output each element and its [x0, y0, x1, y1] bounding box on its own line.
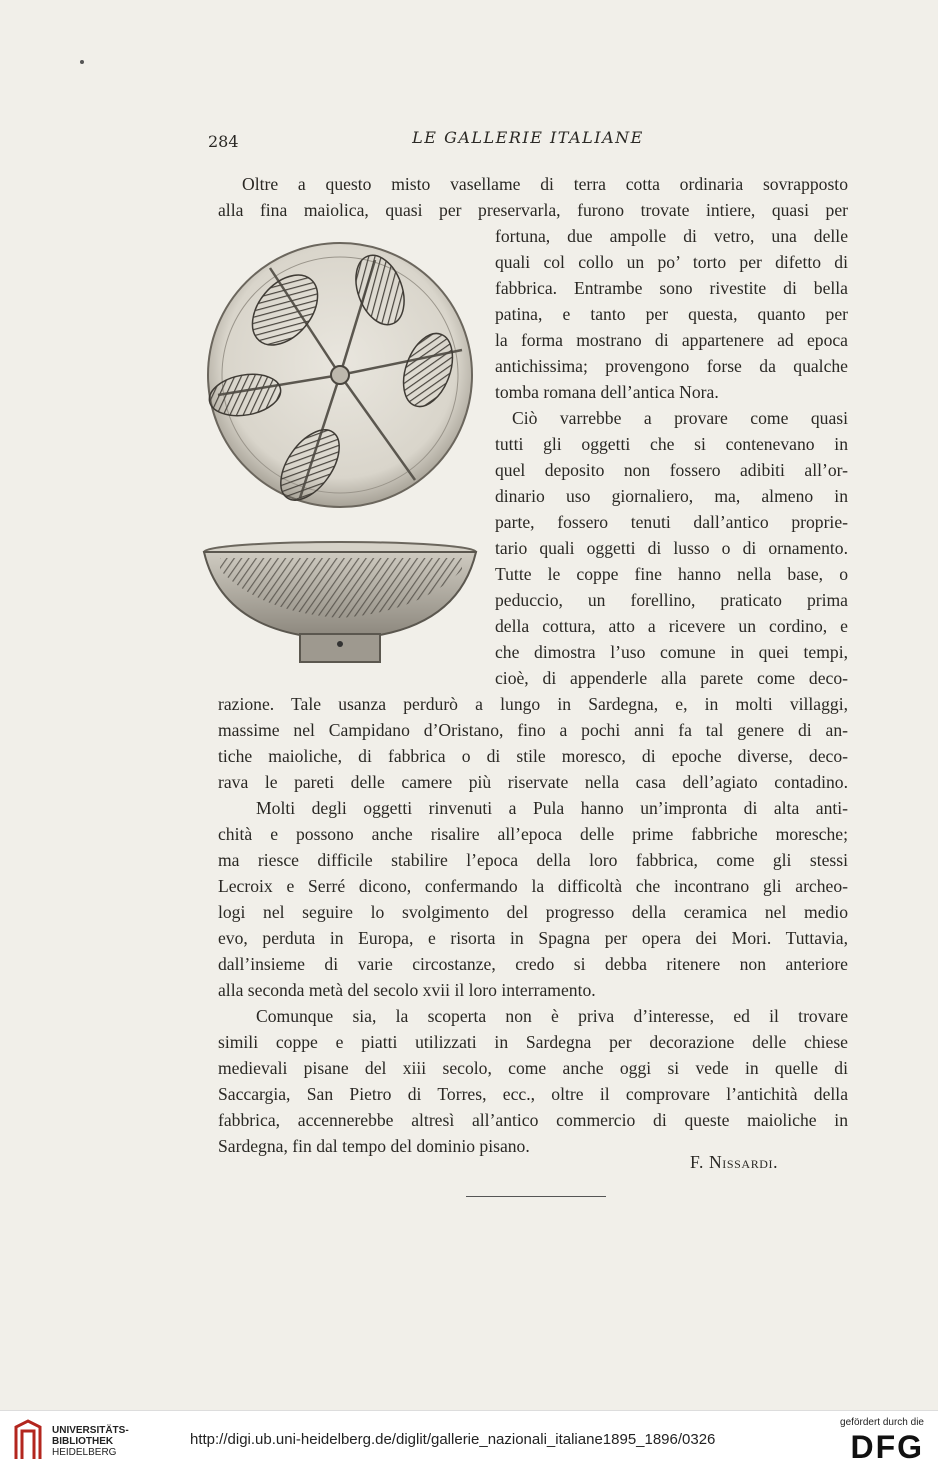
text-line: dall’insieme di varie circostanze, credo si debba ritenere non anteriore	[218, 954, 848, 974]
text-line: massime nel Campidano d’Oristano, fino a pochi anni fa tal genere di an-	[218, 720, 848, 740]
text-line: parte, fossero tenuti dall’antico proprie-	[495, 512, 848, 532]
running-title: LE GALLERIE ITALIANE	[412, 128, 644, 147]
funding-notice[interactable]	[814, 1417, 924, 1464]
running-head	[208, 128, 848, 154]
text-line: logi nel seguire lo svolgimento del progresso della ceramica nel medio	[218, 902, 848, 922]
text-line: evo, perduta in Europa, e risorta in Spagna per opera dei Mori. Tuttavia,	[218, 928, 848, 948]
text-line: dinario uso giornaliero, ma, almeno in	[495, 486, 848, 506]
library-logo-icon[interactable]	[12, 1419, 44, 1463]
text-line: tutti gli oggetti che si contenevano in	[495, 434, 848, 454]
scan-speck	[80, 60, 84, 64]
author-signature: F. Nissardi.	[690, 1152, 779, 1172]
text-line: chità e possono anche risalire all’epoca delle prime fabbriche moresche;	[218, 824, 848, 844]
page-number: 284	[208, 132, 239, 151]
funding-text: gefördert durch die	[840, 1417, 924, 1428]
library-name[interactable]	[52, 1425, 129, 1458]
text-line: ma riesce difficile stabilire l’epoca della loro fabbrica, come gli stessi	[218, 850, 848, 870]
library-name-line2: BIBLIOTHEK	[52, 1436, 114, 1447]
text-line: la forma mostrano di appartenere ad epoca	[495, 330, 848, 350]
text-line: peduccio, un forellino, praticato prima	[495, 590, 848, 610]
text-line: razione. Tale usanza perdurò a lungo in Sardegna, e, in molti villaggi,	[218, 694, 848, 714]
library-name-line3: HEIDELBERG	[52, 1447, 117, 1458]
text-line: Lecroix e Serré dicono, confermando la difficoltà che incontrano gli archeo-	[218, 876, 848, 896]
permalink-url[interactable]: http://digi.ub.uni-heidelberg.de/diglit/gallerie_nazionali_italiane1895_1896/0326	[190, 1431, 716, 1448]
text-line: fortuna, due ampolle di vetro, una delle	[495, 226, 848, 246]
library-name-line1: UNIVERSITÄTS-	[52, 1425, 129, 1436]
text-line: tomba romana dell’antica Nora.	[495, 382, 719, 402]
text-line: fabbrica, accennerebbe altresì all’antico commercio di queste maioliche in	[218, 1110, 848, 1130]
text-line: Molti degli oggetti rinvenuti a Pula hanno un’impronta di alta anti-	[256, 798, 848, 818]
text-line: Sardegna, fin dal tempo del dominio pisano.	[218, 1136, 530, 1156]
text-line: alla fina maiolica, quasi per preservarla, furono trovate intiere, quasi per	[218, 200, 848, 220]
text-line: patina, e tanto per questa, quanto per	[495, 304, 848, 324]
bowl-side-view	[204, 542, 476, 662]
dfg-logo: DFG	[850, 1429, 924, 1465]
text-line: che dimostra l’uso comune in quei tempi,	[495, 642, 848, 662]
bowl-top-view	[206, 243, 472, 510]
text-line: Saccargia, San Pietro di Torres, ecc., oltre il comprovare l’antichità della	[218, 1084, 848, 1104]
text-line: cioè, di appenderle alla parete come deco-	[495, 668, 848, 688]
bowl-illustration	[200, 240, 480, 670]
text-line: rava le pareti delle camere più riservate nella casa dell’agiato contadino.	[218, 772, 848, 792]
text-line: quel deposito non fossero adibiti all’or-	[495, 460, 848, 480]
text-line: tario quali oggetti di lusso o di ornamento.	[495, 538, 848, 558]
text-line: Tutte le coppe fine hanno nella base, o	[495, 564, 848, 584]
text-line: Comunque sia, la scoperta non è priva d’interesse, ed il trovare	[256, 1006, 848, 1026]
text-line: della cottura, atto a ricevere un cordino, e	[495, 616, 848, 636]
text-line: alla seconda metà del secolo xvii il loro interramento.	[218, 980, 596, 1000]
text-line: quali col collo un po’ torto per difetto di	[495, 252, 848, 272]
text-line: medievali pisane del xiii secolo, come anche oggi si vede in quelle di	[218, 1058, 848, 1078]
text-line: fabbrica. Entrambe sono rivestite di bella	[495, 278, 848, 298]
text-line: antichissima; provengono forse da qualche	[495, 356, 848, 376]
text-line: Ciò varrebbe a provare come quasi	[512, 408, 848, 428]
text-line: tiche maioliche, di fabbrica o di stile moresco, di epoche diverse, deco-	[218, 746, 848, 766]
text-line: simili coppe e piatti utilizzati in Sardegna per decorazione delle chiese	[218, 1032, 848, 1052]
closing-rule	[466, 1196, 606, 1197]
text-line: Oltre a questo misto vasellame di terra cotta ordinaria sovrapposto	[242, 174, 848, 194]
digitization-footer	[0, 1410, 938, 1475]
